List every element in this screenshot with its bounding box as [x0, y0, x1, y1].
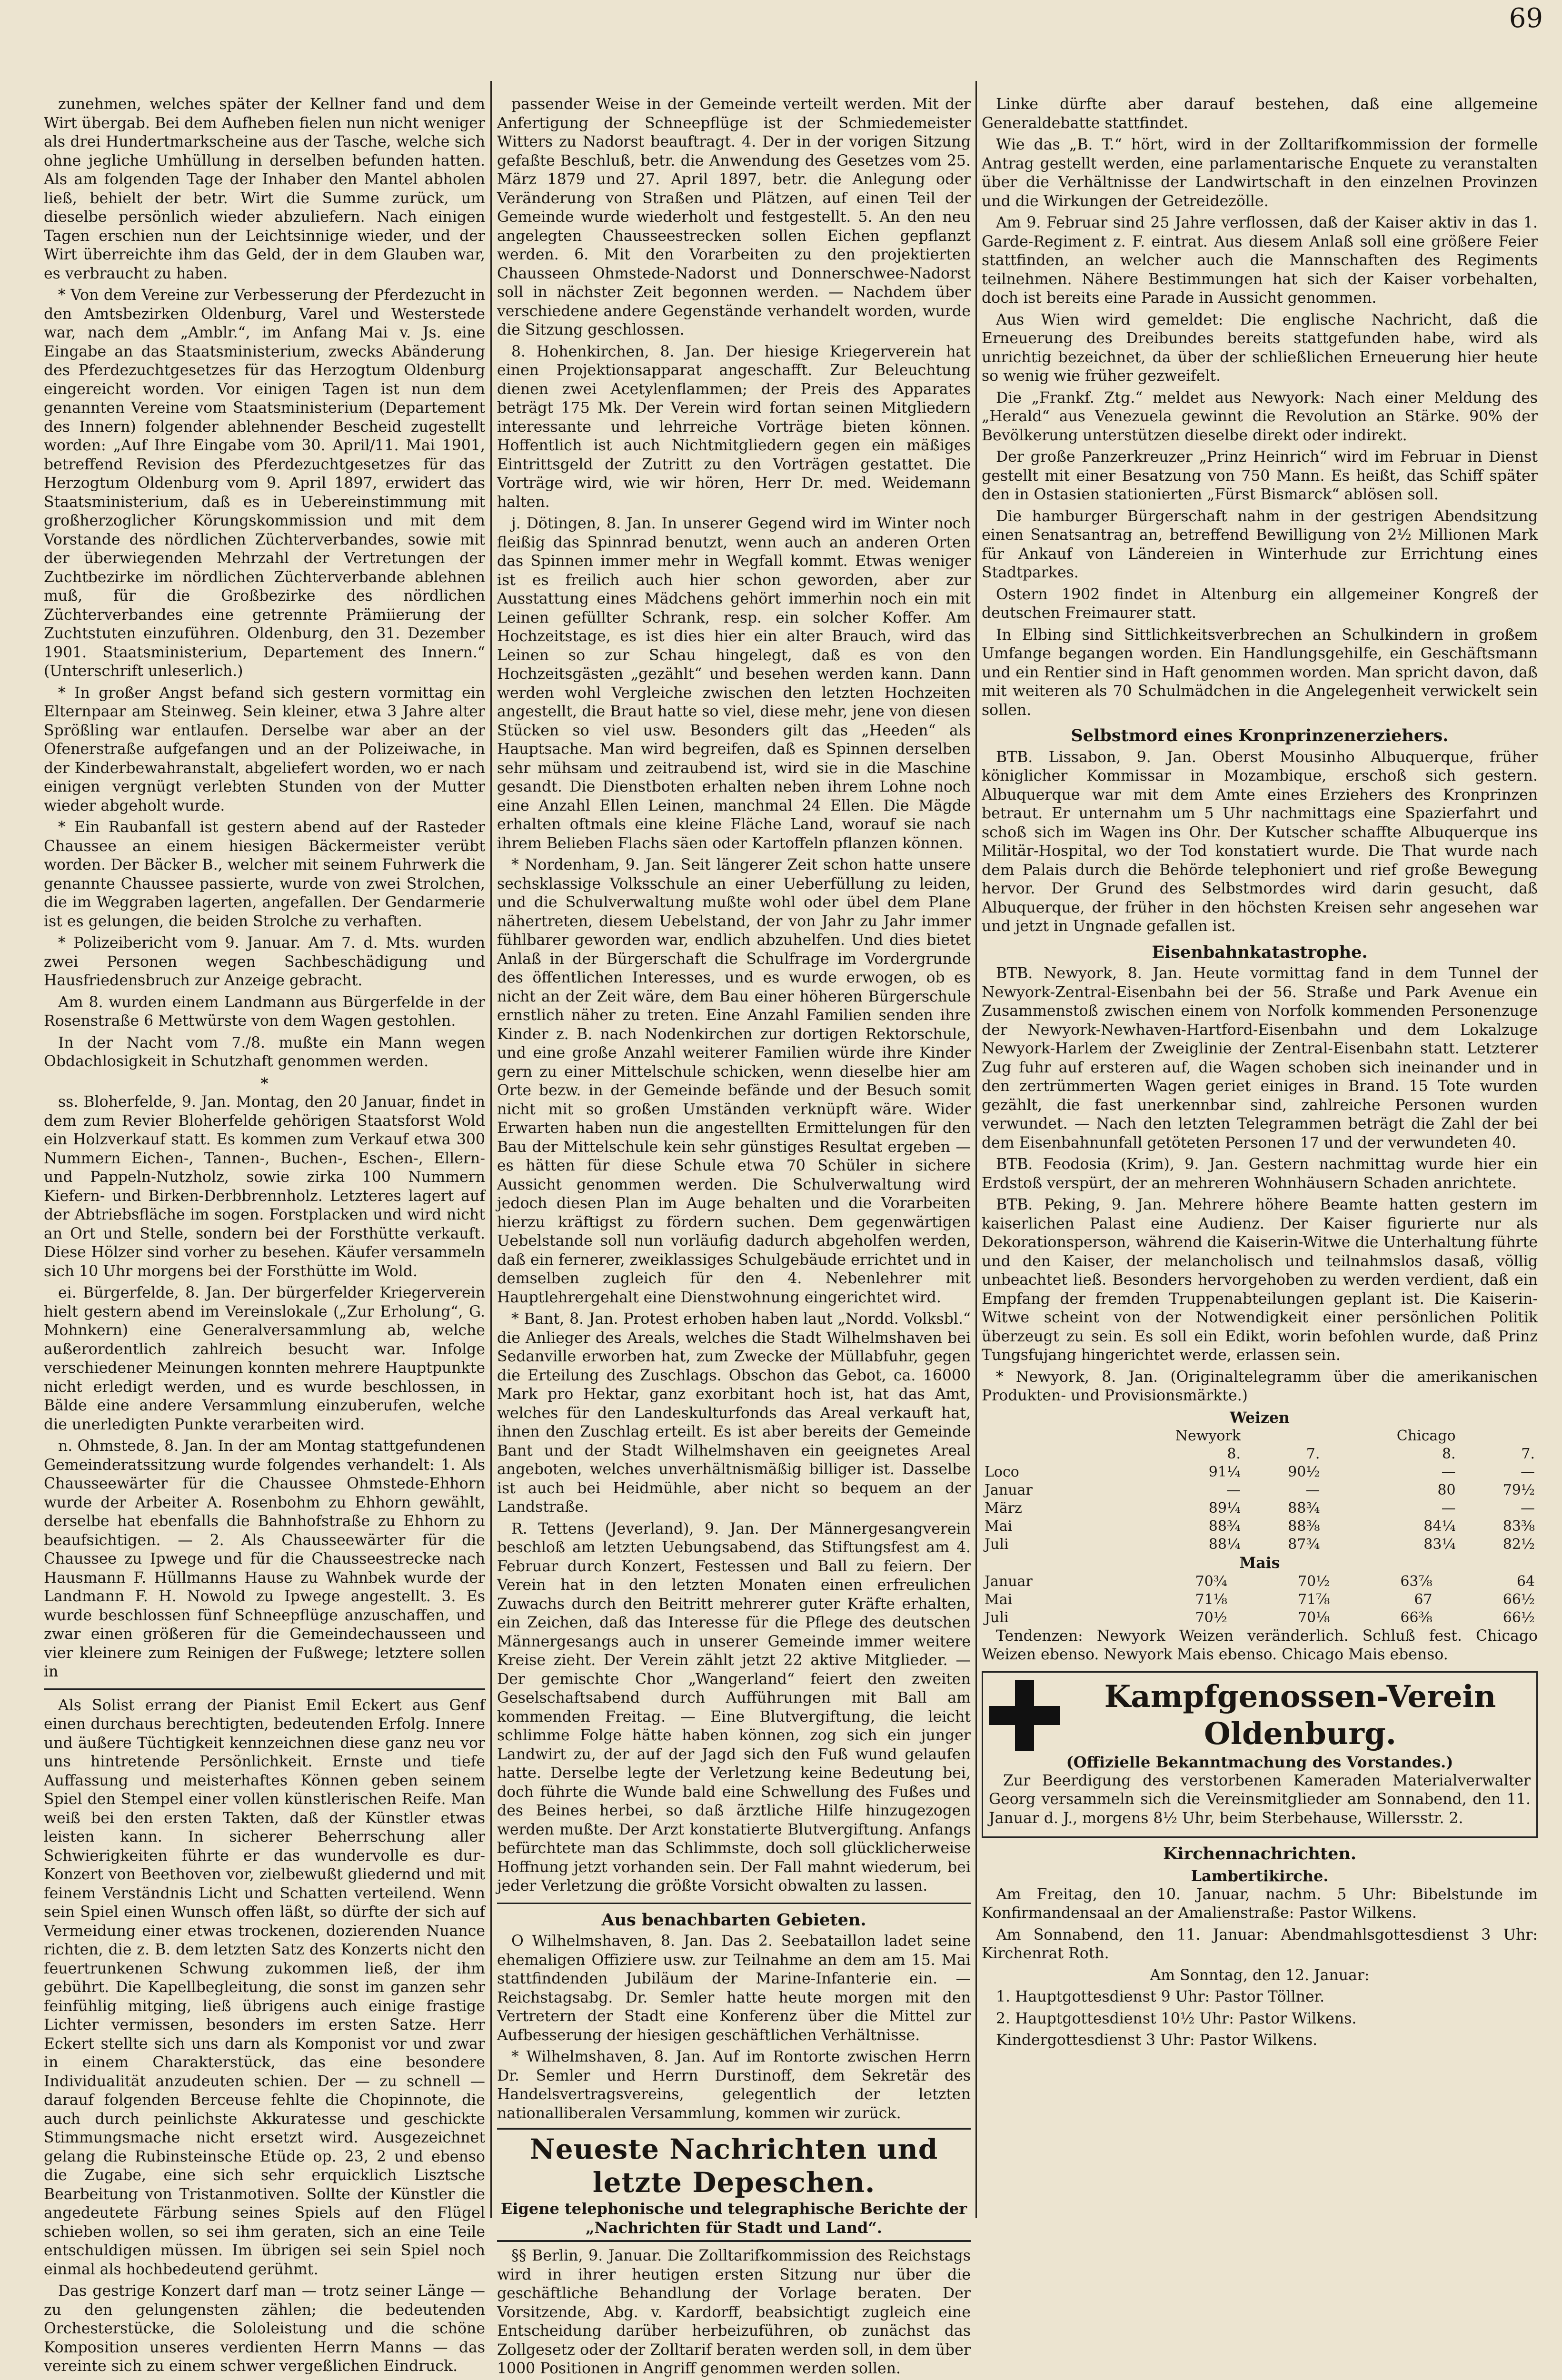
market-tendenz: Tendenzen: Newyork Weizen veränderlich. Schluß fest. Chicago Weizen ebenso. Newyork Mais ebenso. Chicago Mais ebenso. [982, 1627, 1538, 1663]
ad-title: Kampfgenossen-Verein Oldenburg. [1104, 1678, 1496, 1752]
latest-news-heading: Neueste Nachrichten und letzte Depeschen. [529, 2133, 938, 2199]
church-line: Am Sonntag, den 12. Januar: [1150, 1966, 1370, 1984]
table-header [1244, 1427, 1323, 1445]
article-paragraph: * Ein Raubanfall ist gestern abend auf der Rasteder Chaussee an einem hiesigen Bäckermeister verübt worden. Der Bäcker B., welcher mit seinem Fuhrwerk die genannte Chaussee passierte, wurde von zwei Strolchen, die im Weggraben lagerten, angefallen. Der Gendarmerie ist es gelungen, die beiden Strolche zu verhaften. [44, 819, 485, 930]
article-paragraph: * Von dem Vereine zur Verbesserung der Pferdezucht in den Amtsbezirken Oldenburg, Varel und Westerstede war, nach dem „Amblr.“, im Anfang Mai v. Js. eine Eingabe an das Staatsministerium, zwecks Abänderung des Pferdezuchtgesetzes für das Herzogtum Oldenburg eingereicht worden. Vor einigen Tagen ist nun dem genannten Vereine vom Staatsministerium (Departement des Innern) folgender ablehnender Bescheid zugestellt worden: „Auf Ihre Eingabe vom 30. April/11. Mai 1901, betreffend Revision des Pferdezuchtgesetzes für das Herzogtum Oldenburg vom 9. April 1897, erwidert das Staatsministerium, daß es in Uebereinstimmung mit großherzoglicher Körungskommission und mit dem Vorstande des nördlichen Züchterverbandes, sowie mit der überwiegenden Mehrzahl der Vertretungen der Zuchtbezirke im nördlichen Züchterverbande ablehnen muß, für die Großbezirke des nördlichen Züchterverbandes eine getrennte Prämiierung der Zuchtstuten einzuführen. Oldenburg, den 31. Dezember 1901. Staatsministerium, Departement des Innern.“ (Unterschrift unleserlich.) [44, 287, 485, 680]
article-paragraph: O Wilhelmshaven, 8. Jan. Das 2. Seebataillon ladet seine ehemaligen Offiziere usw. zur Teilnahme an dem am 15. Mai stattfindenden Jubiläum der Marine-Infanterie ein. — Reichstagsabg. Dr. Semler hatte heute morgen mit den Vertretern der Stadt eine Konferenz über die Mittel zur Aufbesserung der hiesigen geschäftlichen Verhältnisse. [497, 1933, 971, 2044]
table-header: 8. [1442, 1446, 1456, 1462]
separator-star: * [260, 1074, 269, 1092]
column-rule [975, 81, 977, 2218]
church-line: 1. Hauptgottesdienst 9 Uhr: Pastor Töllner. [996, 1988, 1325, 2005]
suicide-heading: Selbstmord eines Kronprinzenerziehers. [1071, 726, 1449, 745]
article-paragraph: * Newyork, 8. Jan. (Originaltelegramm über die amerikanischen Produkten- und Provisionsmärkte.) [982, 1368, 1538, 1404]
table-header: Chicago [1396, 1428, 1456, 1444]
latest-news-subheading: Eigene telephonische und telegraphische Berichte der „Nachrichten für Stadt und Land“. [500, 2200, 967, 2237]
article-paragraph: BTB. Peking, 9. Jan. Mehrere höhere Beamte hatten gestern im kaiserlichen Palast eine Audienz. Der Kaiser figurierte nur als Dekorationsperson, während die Kaiserin-Witwe die Unterhaltung führte und den Kaiser, der melancholisch und teilnahmslos dasaß, völlig unbeachtet ließ. Besonders hervorgehoben zu werden verdient, daß ein Empfang der fremden Truppenabteilungen geplant ist. Die Kaiserin-Witwe scheint von der Notwendigkeit einer persönlichen Politik überzeugt zu sein. Es soll ein Edikt, worin befohlen wurde, daß Prinz Tungsfujang hingerichtet werde, erlassen sein. [982, 1196, 1538, 1364]
article-paragraph: ss. Bloherfelde, 9. Jan. Montag, den 20 Januar, findet in dem zum Revier Bloherfelde gehörigen Staatsforst Wold ein Holzverkauf statt. Es kommen zum Verkauf etwa 300 Nummern Eichen-, Tannen-, Buchen-, Eschen-, Ellern- und Pappeln-Nutzholz, sowie zirka 100 Nummern Kiefern- und Birken-Derbbrennholz. Letzteres lagert auf der Abtriebsfläche im sogen. Forstplacken und wird nicht an Ort und Stelle, sondern bei der Forsthütte verkauft. Diese Hölzer sind vorher zu besehen. Käufer versammeln sich 10 Uhr morgens bei der Forsthütte im Wold. [44, 1093, 485, 1280]
church-line: 2. Hauptgottesdienst 10½ Uhr: Pastor Wilkens. [996, 2010, 1357, 2027]
section-divider [497, 1903, 971, 1904]
table-row: Mai 88¾ 88⅜ 84¼ 83⅜ [985, 1518, 1535, 1535]
table-header: 8. [1227, 1446, 1241, 1462]
table-row: Januar 70¾ 70½ 63⅞ 64 [985, 1573, 1535, 1590]
church-line: Am Freitag, den 10. Januar, nachm. 5 Uhr: Bibelstunde im Konfirmandensaal an der Amalienstraße: Pastor Wilkens. [982, 1885, 1538, 1922]
article-paragraph: Aus Wien wird gemeldet: Die englische Nachricht, daß die Erneuerung des Dreibundes bereits stattgefunden habe, wird als unrichtig bezeichnet, da über der schließlichen Erneuerung hier heute so wenig wie früher gezweifelt. [982, 311, 1538, 385]
page-number: 69 [1509, 3, 1543, 34]
column-1 [44, 95, 485, 2375]
article-paragraph: passender Weise in der Gemeinde verteilt werden. Mit der Anfertigung der Schneepflüge ist der Schmiedemeister Witters zu Nadorst beauftragt. 4. Der in der vorigen Sitzung gefaßte Beschluß, betr. die Anwendung des Gesetzes vom 25. März 1879 und 27. April 1897, betr. die Anlegung oder Veränderung von Straßen und Plätzen, auf einen Teil der Gemeinde wurde wiederholt und festgestellt. 5. An den neu angelegten Chausseestrecken sollen Eichen gepflanzt werden. 6. Mit den Vorarbeiten zu den projektierten Chausseen Ohmstede-Nadorst und Donnerschwee-Nadorst soll in nächster Zeit begonnen werden. — Nachdem über verschiedene andere Gegenstände verhandelt worden, wurde die Sitzung geschlossen. [497, 96, 971, 338]
church-news [982, 1844, 1538, 2050]
article-paragraph: n. Ohmstede, 8. Jan. In der am Montag stattgefundenen Gemeinderatssitzung wurde folgendes verhandelt: 1. Als Chausseewärter für die Chaussee Ohmstede-Ehhorn wurde der Arbeiter A. Rosenbohm zu Ehhorn gewählt, derselbe hat ebenfalls die Bahnhofstraße zu Ehhorn zu beaufsichtigen. — 2. Als Chausseewärter für die Chaussee zu Ipwege und für die Chausseestrecke nach Hausmann F. Hüllmanns Hause zu Wahnbek wurde der Landmann F. H. Nowold zu Ipwege angestellt. 3. Es wurde beschlossen fünf Schneepflüge anzuschaffen, und zwar einen größeren für die Gemeindechausseen und vier kleinere zum Reinigen der Fußwege; letztere sollen in [44, 1438, 485, 1680]
church-line: Kindergottesdienst 3 Uhr: Pastor Wilkens. [996, 2032, 1318, 2049]
table-row: Mai 71⅛ 71⅞ 67 66½ [985, 1591, 1535, 1608]
table-header [982, 1445, 1094, 1463]
table-row: Juli 88¼ 87¾ 83¼ 82½ [985, 1536, 1535, 1553]
table-row: März 89¼ 88¾ — — [985, 1500, 1535, 1517]
market-mais-title: Mais [1239, 1554, 1280, 1572]
article-paragraph: ei. Bürgerfelde, 8. Jan. Der bürgerfelder Kriegerverein hielt gestern abend im Vereinslokale („Zur Erholung“, G. Mohnkern) eine Generalversammlung ab, welche außerordentlich zahlreich besucht war. Infolge verschiedener Meinungen konnten mehrere Hauptpunkte nicht erledigt werden, und es wurde beschlossen, in Bälde eine andere Versammlung einzuberufen, welche die unerledigten Punkte verarbeiten wird. [44, 1284, 485, 1433]
church-news-subtitle: Lambertikirche. [1191, 1866, 1329, 1885]
table-row: Juli 70½ 70⅛ 66⅜ 66½ [985, 1609, 1535, 1626]
church-news-title: Kirchennachrichten. [1163, 1844, 1357, 1864]
ad-subtitle: (Offizielle Bekanntmachung des Vorstandes.) [1066, 1753, 1453, 1771]
article-paragraph: Am 9. Februar sind 25 Jahre verflossen, daß der Kaiser aktiv in das 1. Garde-Regiment z. F. eintrat. Aus diesem Anlaß soll eine größere Feier stattfinden, an welcher auch die Mannschaften des Regiments teilnehmen. Nähere Bestimmungen hat sich der Kaiser vorbehalten, doch ist bereits eine Parade in Aussicht genommen. [982, 214, 1538, 307]
table-header: 7. [1521, 1446, 1535, 1462]
column-2 [497, 95, 971, 2377]
column-rule [490, 81, 492, 2218]
article-paragraph: BTB. Newyork, 8. Jan. Heute vormittag fand in dem Tunnel der Newyork-Zentral-Eisenbahn bei der 56. Straße und Park Avenue ein Zusammenstoß zwischen einem von Norfolk kommenden Personenzuge der Newyork-Newhaven-Hartford-Eisenbahn und dem Lokalzuge Newyork-Harlem der Zweiglinie der Zentral-Eisenbahn statt. Letzterer Zug fuhr auf ersteren auf, die Wagen schoben sich ineinander und in den zertrümmerten Wagen geriet einiges in Brand. 15 Tote wurden gezählt, die fast unerkennbar sind, zahlreiche Personen wurden verwundet. — Nach den letzten Telegrammen beträgt die Zahl der bei dem Eisenbahnunfall getöteten Personen 17 und der verwundeten 40. [982, 965, 1538, 1151]
table-row: Januar — — 80 79½ [985, 1482, 1535, 1498]
review-paragraph: Als Solist errang der Pianist Emil Eckert aus Genf einen durchaus berechtigten, bedeutenden Erfolg. Innere und äußere Tüchtigkeit kennzeichnen diese ganz neu vor uns hintretende Persönlichkeit. Ernste und tiefe Auffassung und meisterhaftes Können geben seinem Spiel den Stempel einer vollen künstlerischen Reife. Man weiß bei den ersten Takten, daß der Künstler etwas leisten kann. In sicherer Beherrschung aller Schwierigkeiten führte er das wundervolle es dur-Konzert von Beethoven vor, zielbewußt gliedernd und mit feinem Verständnis Licht und Schatten verteilend. Wenn sein Spiel einen Wunsch offen läßt, so dürfte der sich auf Vermeidung einer etwas trockenen, dozierenden Nuance richten, die z. B. dem letzten Satz des Konzerts nicht den feuertrunkenen Schwung zukommen ließ, der ihm gebührt. Die Kapellbegleitung, die sonst im ganzen sehr feinfühlig mitging, ließ übrigens auch einige frastige Lichter vermissen, besonders im ersten Satze. Herr Eckert stellte sich uns darn als Komponist vor und zwar in einem Charakterstück, das eine besondere Individualität anzudeuten schien. Der — zu schnell — darauf folgenden Berceuse fehlte die Chopinnote, die auch durch peinlichste Akkuratesse und geschickte Stimmungsmache nicht ersetzt wird. Ausgezeichnet gelang die Rubinsteinsche Etüde op. 23, 2 und ebenso die Zugabe, eine sich sehr erquicklich Lisztsche Bearbeitung von Tristanmotiven. Sollte der Künstler die angedeutete Färbung seines Spiels auf den Flügel schieben wollen, so sei ihm geraten, sich an eine Teile entschuldigen müssen. Im übrigen sei sein Spiel noch einmal als hochbedeutend gerühmt. [44, 1696, 485, 2278]
table-header: Newyork [1175, 1428, 1241, 1444]
market-table-weizen [982, 1408, 1538, 1554]
article-paragraph: * Polizeibericht vom 9. Januar. Am 7. d. Mts. wurden zwei Personen wegen Sachbeschädigung und Hausfriedensbruch zur Anzeige gebracht. [44, 934, 485, 989]
ad-text: Zur Beerdigung des verstorbenen Kameraden Materialverwalter Georg versammeln sich die Vereinsmitglieder am Sonnabend, den 11. Januar d. J., morgens 8½ Uhr, beim Sterbehause, Willersstr. 2. [989, 1772, 1531, 1827]
article-paragraph: * Wilhelmshaven, 8. Jan. Auf im Rontorte zwischen Herrn Dr. Semler und Herrn Durstinoff, dem Sekretär des Handelsvertragsvereins, gelegentlich der letzten nationalliberalen Versammlung, kommen wir zurück. [497, 2048, 971, 2122]
article-paragraph: In Elbing sind Sittlichkeitsverbrechen an Schulkindern in großem Umfange begangen worden. Ein Handlungsgehilfe, ein Geschäftsmann und ein Rentier sind in Haft genommen worden. Man spricht davon, daß mit weiteren als 70 Schulmädchen in die Angelegenheit verwickelt sein sollen. [982, 626, 1538, 719]
neighbor-areas-heading: Aus benachbarten Gebieten. [601, 1910, 866, 1930]
section-divider [44, 1688, 485, 1690]
article-paragraph: * In großer Angst befand sich gestern vormittag ein Elternpaar am Steinweg. Sein kleiner, etwa 3 Jahre alter Sprößling war entlaufen. Derselbe war aber an der Ofenerstraße aufgefangen und an der Polizeiwache, in der Kinderbewahranstalt, abgeliefert worden, wo er nach einigen vergnügt verlebten Stunden von der Mutter wieder abgeholt wurde. [44, 684, 485, 814]
table-row: Loco 91¼ 90½ — — [985, 1464, 1535, 1480]
article-paragraph: Wie das „B. T.“ hört, wird in der Zolltarifkommission der formelle Antrag gestellt werden, eine parlamentarische Enquete zu veranstalten über die Verhältnisse der Landwirtschaft in den einzelnen Provinzen und die Wirkungen der Getreidezölle. [982, 136, 1538, 210]
iron-cross-icon [989, 1680, 1060, 1751]
market-weizen-title: Weizen [1230, 1408, 1290, 1427]
article-paragraph: zunehmen, welches später der Kellner fand und dem Wirt übergab. Bei dem Aufheben fielen nun nicht weniger als drei Hundertmarkscheine aus der Tasche, welche sich ohne jegliche Umhüllung in derselben befunden hatten. Als am folgenden Tage der Inhaber den Mantel abholen ließ, behielt der betr. Wirt die Summe zurück, um dieselbe persönlich wieder abzuliefern. Nach einigen Tagen erschien nun der Leichtsinnige wieder, und der Wirt überreichte ihm das Geld, der in dem Glauben war, es verbraucht zu haben. [44, 96, 485, 282]
article-paragraph: j. Dötingen, 8. Jan. In unserer Gegend wird im Winter noch fleißig das Spinnrad benutzt, wenn auch an anderen Orten das Spinnen immer mehr in Wegfall kommt. Etwas weniger ist es freilich auch hier schon geworden, aber zur Ausstattung eines Mädchens gehört immerhin noch ein mit Leinen gefüllter Schrank, resp. ein solcher Koffer. Am Hochzeitstage, es ist dies hier ein alter Brauch, wird das Leinen so zur Schau hingelegt, daß es von den Hochzeitsgästen „gezählt“ und besehen werden kann. Dann werden wohl Vergleiche zwischen den letzten Hochzeiten angestellt, die Braut hatte so viel, diese mehr, jene von diesen Stücken so viel usw. Besonders gilt das „Heeden“ als Hauptsache. Man wird begreifen, daß es Spinnen derselben sehr mühsam und zeitraubend ist, wird sie in die Maschine gesandt. Die Dienstboten erhalten neben ihrem Lohne noch eine Anzahl Ellen Leinen, manchmal 24 Ellen. Die Mägde erhalten oftmals eine kleine Fläche Land, worauf sie nach ihrem Belieben Flachs säen oder Kartoffeln pflanzen können. [497, 515, 971, 852]
review-paragraph: Das gestrige Konzert darf man — trotz seiner Länge — zu den gelungensten zählen; die bedeutenden Orchesterstücke, die Sololeistung und die schöne Komposition unseres verdienten Herrn Manns — das vereinte sich zu einem schwer vergeßlichen Eindruck. [44, 2282, 485, 2375]
article-paragraph: Am 8. wurden einem Landmann aus Bürgerfelde in der Rosenstraße 6 Mettwürste von dem Wagen gestohlen. [44, 993, 485, 1030]
article-paragraph: * Bant, 8. Jan. Protest erhoben haben laut „Nordd. Volksbl.“ die Anlieger des Areals, welches die Stadt Wilhelmshaven bei Sedanville erworben hat, zum Zwecke der Müllabfuhr, gegen die Erteilung des Zuschlags. Obschon das Gebot, ca. 16000 Mark pro Hektar, ganz exorbitant hoch ist, hat das Amt, welches für den Landeskulturfonds das Areal verkauft hat, ihnen den Zuschlag erteilt. Es ist aber bereits der Gemeinde Bant und der Stadt Wilhelmshaven ein geeignetes Areal angeboten, welches unverhältnismäßig billiger ist. Dasselbe ist auch bei Heidmühle, aber nicht so bequem an der Landstraße. [497, 1310, 971, 1516]
article-paragraph: R. Tettens (Jeverland), 9. Jan. Der Männergesangverein beschloß am letzten Uebungsabend, das Stiftungsfest am 4. Februar durch Konzert, Festessen und Ball zu feiern. Der Verein hat in den letzten Monaten einen erfreulichen Zuwachs durch den Beitritt mehrerer guter Kräfte erhalten, ein Zeichen, daß das Interesse für die Pflege des deutschen Männergesangs auch in unserer Gemeinde immer weitere Kreise zieht. Der Verein zählt jetzt 22 aktive Mitglieder. — Der gemischte Chor „Wangerland“ feiert den zweiten Geselschaftsabend durch Aufführungen mit Ball am kommenden Freitag. — Eine Blutvergiftung, die leicht schlimme Folge hätte haben können, zog sich ein junger Landwirt zu, der auf der Jagd sich den Fuß wund gelaufen hatte. Derselbe legte der Verletzung keine Bedeutung bei, doch führte die Wunde bald eine Schwellung des Fußes und des Beines herbei, so daß ärztliche Hilfe hinzugezogen werden mußte. Der Arzt konstatierte Blutvergiftung. Anfangs befürchtete man das Schlimmste, doch soll glücklicherweise Hoffnung jetzt vorhanden sein. Der Fall mahnt wiederum, bei jeder Verletzung die größte Vorsicht obwalten zu lassen. [497, 1520, 971, 1894]
column-3 [982, 95, 1538, 2199]
article-paragraph: Die hamburger Bürgerschaft nahm in der gestrigen Abendsitzung einen Senatsantrag an, betreffend Bewilligung von 2½ Millionen Mark für Ankauf von Ländereien in Winterhude zur Errichtung eines Stadtparkes. [982, 507, 1538, 581]
table-header [982, 1427, 1094, 1445]
article-paragraph: 8. Hohenkirchen, 8. Jan. Der hiesige Kriegerverein hat einen Projektionsapparat angeschafft. Zur Beleuchtung dienen zwei Acetylenflammen; der Preis des Apparates beträgt 175 Mk. Der Verein wird fortan seinen Mitgliedern interessante und lehrreiche Vorträge bieten können. Hoffentlich ist auch Nichtmitgliedern gegen ein mäßiges Eintrittsgeld der Zutritt zu den Vorträgen gestattet. Die Vorträge wird, wie wir hören, Herr Dr. med. Weidemann halten. [497, 343, 971, 511]
article-paragraph: * Nordenham, 9. Jan. Seit längerer Zeit schon hatte unsere sechsklassige Volksschule an einer Ueberfüllung zu leiden, und die Schulverwaltung mußte wohl oder übel dem Plane nähertreten, diesem Uebelstand, der von Jahr zu Jahr immer fühlbarer geworden war, endlich abzuhelfen. Und dies bietet Anlaß in der Bürgerschaft die Schulfrage im Vordergrunde des öffentlichen Interesses, und es wurde erwogen, ob es nicht an der Zeit wäre, dem Bau einer höheren Bürgerschule ernstlich näher zu treten. Eine Anzahl Familien senden ihre Kinder z. B. nach Nodenkirchen zur dortigen Rektorschule, und eine große Anzahl weiterer Familien würde ihre Kinder gern zu einer Mittelschule schicken, wenn dieselbe hier am Orte bezw. in der Gemeinde befände und der Besuch somit nicht mit so großen Umständen verknüpft wäre. Wider Erwarten haben nun die angestellten Ermittelungen für den Bau der Mittelschule kein sehr günstiges Resultat ergeben — es hätten für diese Schule etwa 70 Schüler in sichere Aussicht genommen werden. Die Schulverwaltung wird jedoch diesen Plan im Auge behalten und die Vorarbeiten hierzu kräftigst zu fördern suchen. Dem gegenwärtigen Uebelstande soll nun vorläufig dadurch abgeholfen werden, daß ein fernerer, zweiklassiges Schulgebäude errichtet und in demselben zugleich für den 4. Nebenlehrer mit Hauptlehrergehalt eine Dienstwohnung eingerichtet wird. [497, 856, 971, 1306]
article-paragraph: §§ Berlin, 9. Januar. Die Zolltarifkommission des Reichstags wird in ihrer heutigen ersten Sitzung nur über die geschäftliche Behandlung der Vorlage beraten. Der Vorsitzende, Abg. v. Kardorff, beabsichtigt zugleich eine Entscheidung darüber herbeizuführen, ob zunächst das Zollgesetz oder der Zolltarif beraten werden soll, in dem über 1000 Positionen in Angriff genommen werden sollen. [497, 2247, 971, 2377]
article-paragraph: Ostern 1902 findet in Altenburg ein allgemeiner Kongreß der deutschen Freimaurer statt. [982, 585, 1538, 622]
article-paragraph: BTB. Feodosia (Krim), 9. Jan. Gestern nachmittag wurde hier ein Erdstoß verspürt, der an mehreren Wohnhäusern Schaden anrichtete. [982, 1156, 1538, 1192]
article-paragraph: Linke dürfte aber darauf bestehen, daß eine allgemeine Generaldebatte stattfindet. [982, 96, 1538, 132]
article-paragraph: Der große Panzerkreuzer „Prinz Heinrich“ wird im Februar in Dienst gestellt mit einer Besatzung von 750 Mann. Es heißt, das Schiff später den in Ostasien stationierten „Fürst Bismarck“ ablösen soll. [982, 448, 1538, 503]
article-paragraph: BTB. Lissabon, 9. Jan. Oberst Mousinho Albuquerque, früher königlicher Kommissar in Mozambique, erschoß sich gestern. Albuquerque war mit dem Amte eines Erziehers des Kronprinzen betraut. Er unternahm um 5 Uhr nachmittags eine Spazierfahrt und schoß sich im Wagen ins Ohr. Der Kutscher schaffte Albuquerque ins Militär-Hospital, wo der Tod konstatiert wurde. Die That wurde nach dem Palais durch die Behörde telephoniert und rief große Bewegung hervor. Der Grund des Selbstmordes wird darin gesucht, daß Albuquerque, der früher in den höchsten Kreisen sehr angesehen war und jetzt in Ungnade gefallen ist. [982, 748, 1538, 935]
article-paragraph: Die „Frankf. Ztg.“ meldet aus Newyork: Nach einer Meldung des „Herald“ aus Venezuela gewinnt die Revolution an Stärke. 90% der Bevölkerung unterstützen dieselbe direkt oder indirekt. [982, 389, 1538, 444]
church-line: Am Sonnabend, den 11. Januar: Abendmahlsgottesdienst 3 Uhr: Kirchenrat Roth. [982, 1926, 1538, 1962]
table-header [1459, 1427, 1538, 1445]
veterans-association-ad [982, 1671, 1538, 1838]
latest-news-banner [497, 2128, 971, 2242]
table-header: 7. [1306, 1446, 1320, 1462]
market-table-mais [982, 1554, 1538, 1665]
railway-heading: Eisenbahnkatastrophe. [1152, 942, 1368, 962]
article-paragraph: In der Nacht vom 7./8. mußte ein Mann wegen Obdachlosigkeit in Schutzhaft genommen werden. [44, 1034, 485, 1070]
